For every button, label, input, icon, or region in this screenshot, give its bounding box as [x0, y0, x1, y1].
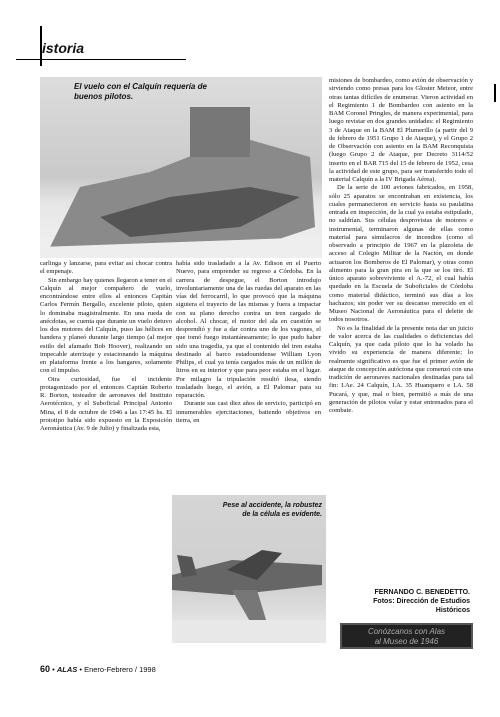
- page-number: 60: [40, 664, 51, 674]
- col1-paragraph: carlinga y lanzarse, para evitar así chocar contra el empenaje.: [40, 260, 172, 276]
- badge-line2: al Museo de 1946: [374, 637, 439, 646]
- photo-calquin-crash: [172, 495, 326, 643]
- text-column-2: [176, 260, 321, 425]
- col2-paragraph: Durante sus casi diez años de servicio, participó en innumerables ejercitaciones, batiendo objetivos en tierra, en: [176, 400, 321, 424]
- photo-calquin-wreck: [40, 77, 322, 258]
- photo-credit: Fotos: Dirección de Estudios Históricos: [373, 598, 470, 614]
- col3-paragraph: misiones de bombardeo, como avión de observación y sirviendo como presas para los Gloster Meteor, entre otras tantas difíciles de enumerar. Vieron actividad en el Regimiento 1 de Bombardeo con asiento en la BAM Coronel Pringles, de manera experimental, para luego revistar en dos grandes unidades: el Regimiento 3 de Ataque en la BAM El Plumerillo (a partir del 9 de febrero de 1951 Grupo 1 de Ataque), y el Grupo 2 de Observación con asiento en la BAM Reconquista (luego Grupo 2 de Ataque, por Decreto 3114/52 inserto en el BAR 715 del 15 de febrero de 1952, cesa la actividad de este grupo, para ser transferido todo el material Calquín a la IV Brigada Aérea).: [329, 77, 473, 183]
- text-column-3: [329, 77, 473, 415]
- photo1-caption: El vuelo con el Calquín requería de buenos pilotos.: [74, 82, 207, 101]
- author-credit: [340, 588, 470, 615]
- footer-bullet: •: [52, 665, 57, 674]
- photo2-caption: Pese al accidente, la robustez de la célula es evidente.: [222, 502, 322, 518]
- author-name: FERNANDO C. BENEDETTO.: [374, 589, 470, 596]
- col3-paragraph: De la serie de 100 aviones fabricados, en 1958, sólo 25 aparatos se encontraban en existencia, los cuales permanecieron en servicio hasta su paulatina entrada en inspección, de la cual ya estaba estipulado, no saldrían. Sus células desprovistas de motores e instrumental, terminaron algunas de ellas como material para simulacros de incendios (como el observado a principio de 1967 en la plazoleta de acceso al Colegio Militar de la Nación, en donde actuaron los Bomberos de El Palomar), y otras como alimento para la gran pira en la que se los tiró. El único aparato sobreviviente el A.-72, el cual había quedado en la Escuela de Suboficiales de Córdoba como material didáctico, terminó sus días a los hachazos; sin poder ver su descanso merecido en el Museo Nacional de Aeronáutica para el deleite de todos nosotros.: [329, 184, 473, 324]
- crashed-plane-photo: [172, 495, 326, 643]
- museum-badge: [340, 623, 473, 649]
- col1-paragraph: Otra curiosidad, fue el incidente protagonizado por el entonces Capitán Roberto R. Borton, testeador de aeronaves del Instituto Aerotécnico, y el Suboficial Principal Antonio Mina, el 8 de octubre de 1946 a las 17:45 hs. El prototipo había sido expuesto en la Exposición Aeronáutica (Av. 9 de Julio) y finalizada esta,: [40, 375, 172, 432]
- col1-paragraph: Sin embargo hay quienes llegaron a tener en el Calquín al mejor compañero de vuelo, encontrándose entre ellos al entonces Capitán Carlos Fermín Bergallo, excelente piloto, quien lo dominaba magistralmente. En una rueda de anécdotas, se cuenta que durante un vuelo detuvo los dos motores del Calquín, puso las hélices en bandera y planeó durante largo tiempo (al mejor estilo del afamado Bob Hoover), realizando un impecable aterrizaje y estacionando la máquina en plataforma frente a los hangares, solamente con el impulso.: [40, 276, 172, 375]
- section-title: istoria: [42, 40, 85, 56]
- badge-line1: Conózcanos con Alas: [367, 627, 446, 636]
- issue-date: Enero-Febrero / 1998: [84, 665, 156, 674]
- footer-bullet: •: [79, 665, 85, 674]
- page-footer: [40, 664, 156, 674]
- header-rule: [16, 59, 186, 60]
- col3-paragraph: No es la finalidad de la presente nota dar un juicio de valor acerca de las cualidades o deficiencias del Calquín, ya que cada piloto que lo ha volado ha vivido su experiencia de manera diferente; lo realmente significativo es que fue el primer avión de ataque de concepción autóctona que comenzó con una tradición de aeronaves nacionales destinadas para tal fin: I.Ae. 24 Calquín, I.A. 35 Huanquero e I.A. 58 Pucará, y que, mal o bien, permitió a más de una generación de pilotos volar y estar entrenados para el combate.: [329, 324, 473, 414]
- header-bar: [40, 26, 42, 66]
- plane-wreck-photo: [40, 77, 322, 258]
- section-header: [42, 40, 84, 56]
- text-column-1: [40, 260, 172, 433]
- col2-paragraph: había sido trasladado a la Av. Edison en el Puerto Nuevo, para emprender su regreso a Córdoba. En la carrera de despegue, el Borton introdujo involuntariamente una de las ruedas del aparato en las vías del ferrocarril, lo que provocó que la máquina siguiera el trayecto de las mismas y fuera a impactar con su plano derecho contra un tren cargado de alcohol. Al chocar, el motor del ala en cuestión se desprendió y fue a dar contra uno de los vagones, el que tomó fuego instantáneamente; lo que pudo haber sido una tragedia, ya que el contenido del tren estaba destinado al barco estadounidense William Lyon Philips, el cual ya tenía cargados más de un millón de litros en su interior y que para peor estaba en el lugar. Por milagro la tripulación resultó ilesa, siendo trasladado luego, el avión, a El Palomar para su reparación.: [176, 260, 321, 399]
- magazine-name: ALAS: [56, 665, 78, 674]
- page-edge-mark: [494, 84, 496, 102]
